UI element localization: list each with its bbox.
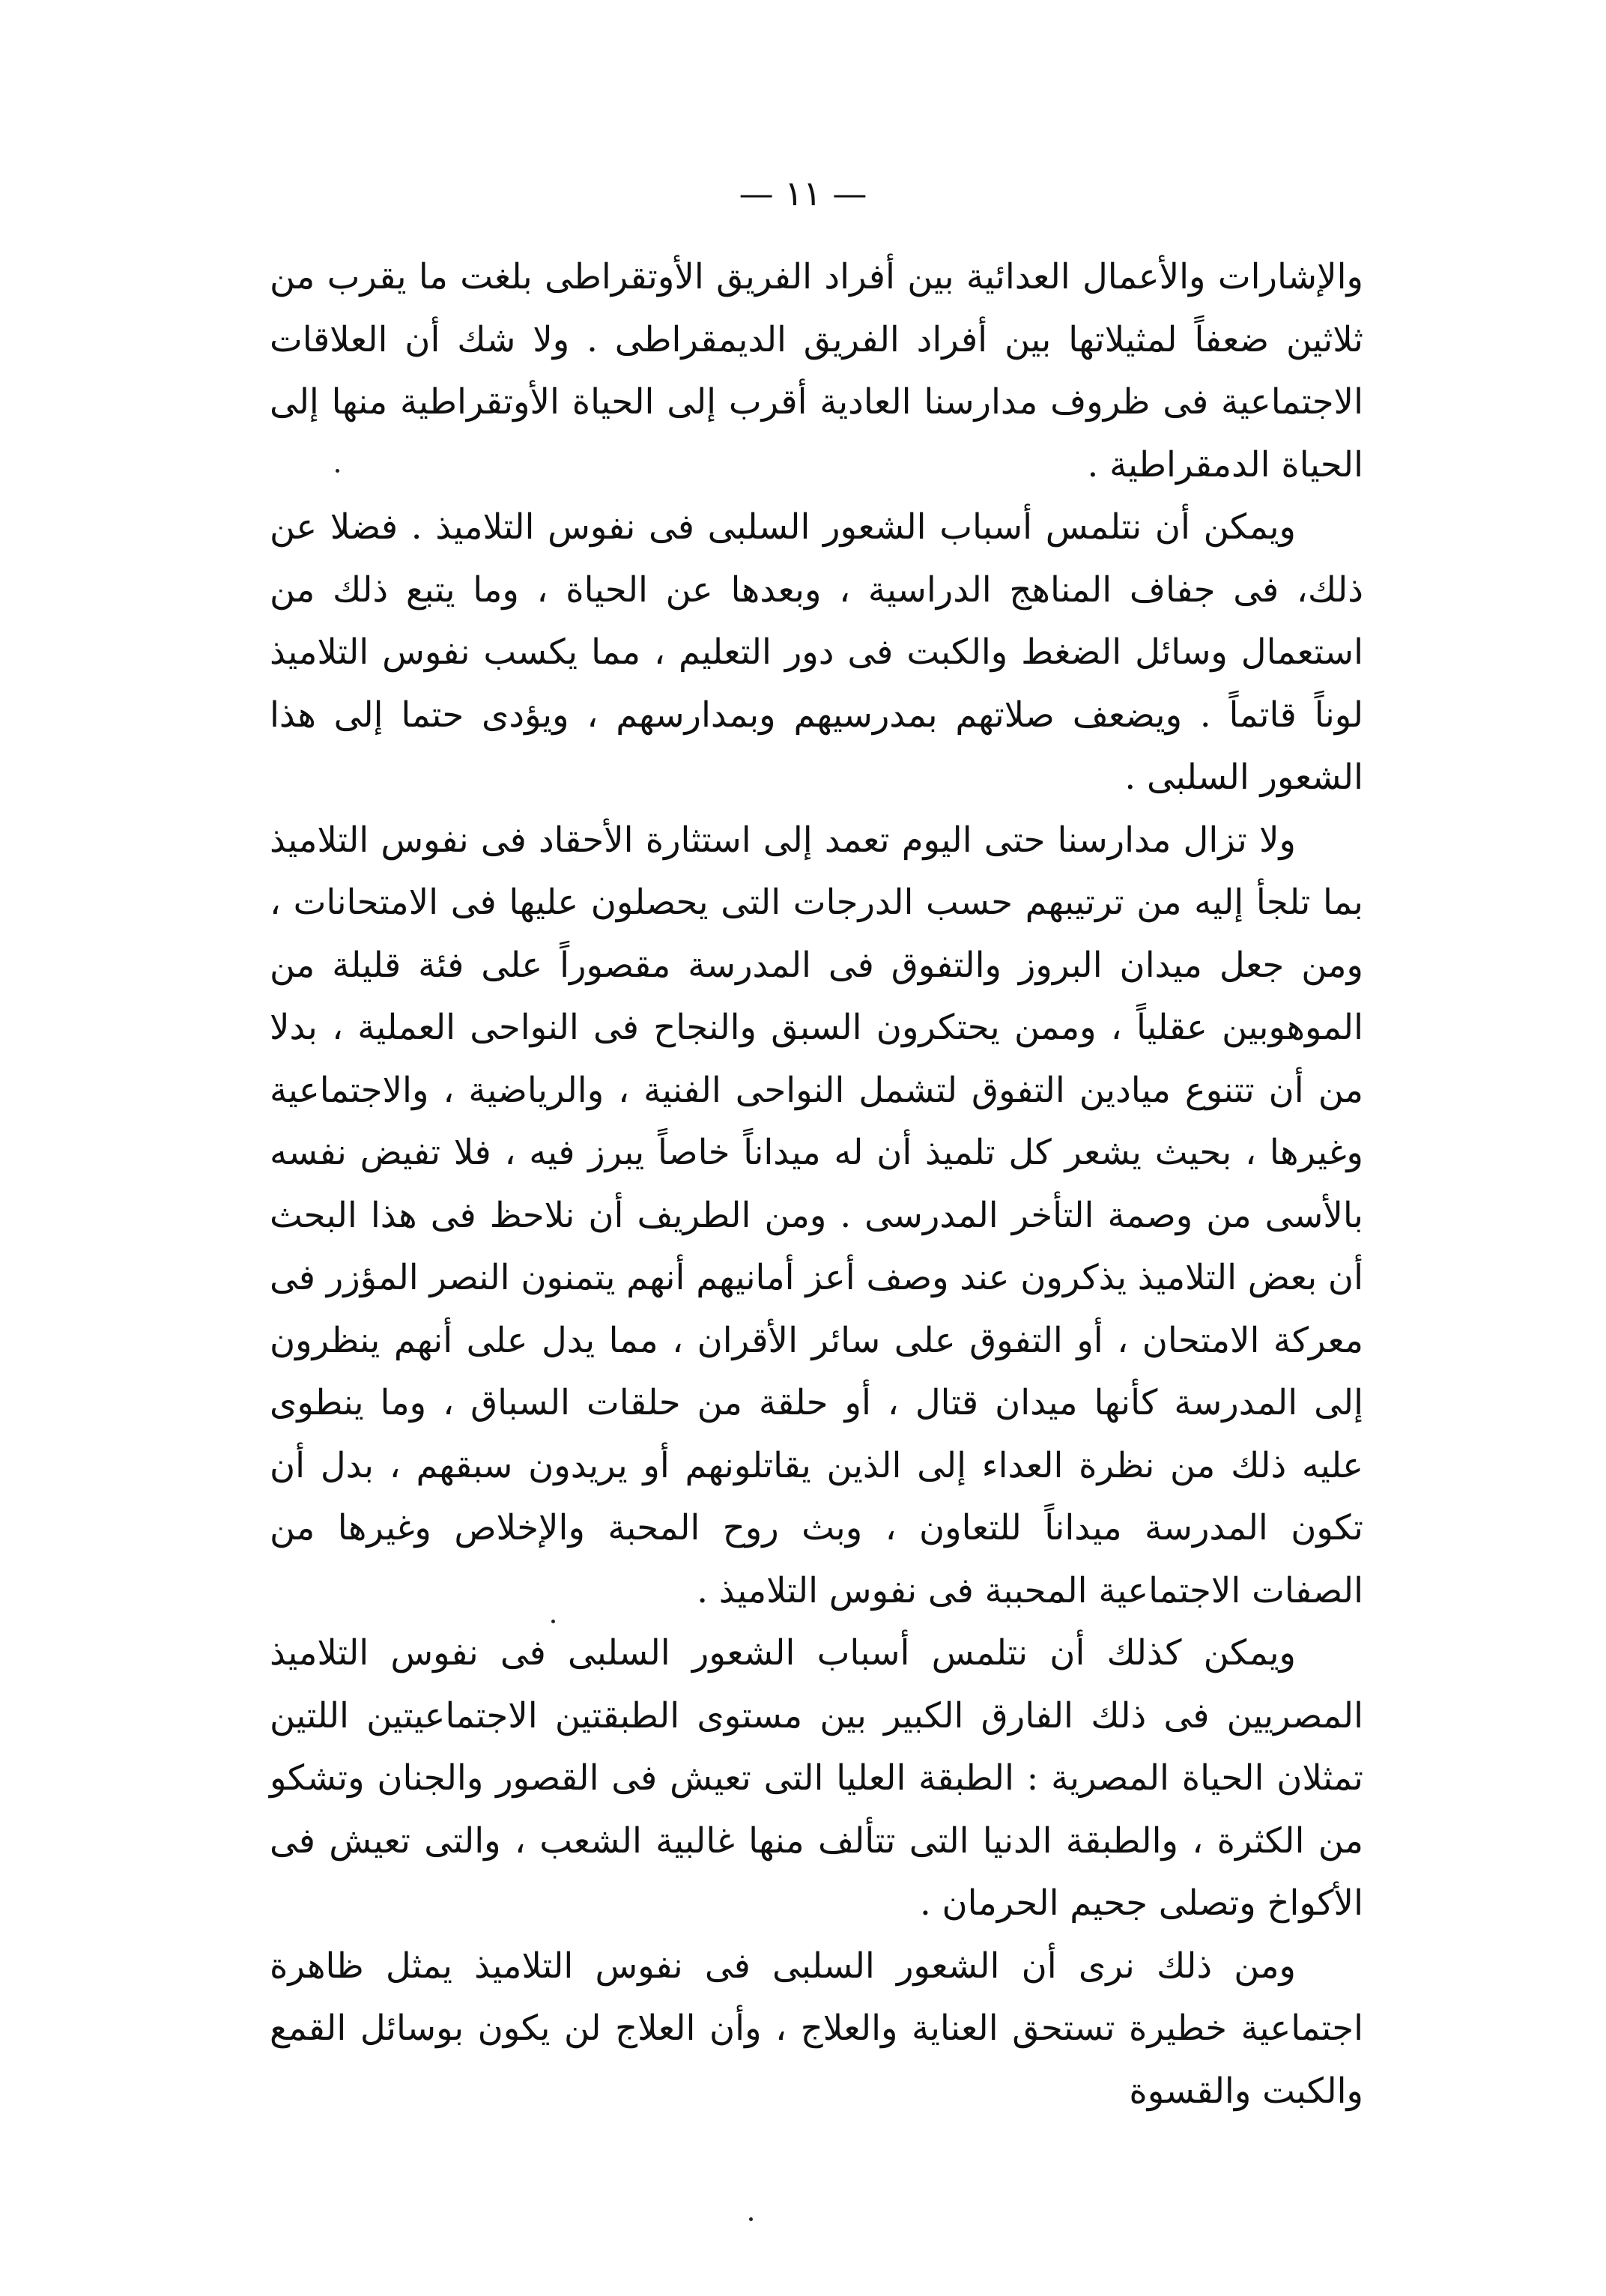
- paragraph-4: ويمكن كذلك أن نتلمس أسباب الشعور السلبى فى نفوس التلاميذ المصريين فى ذلك الفارق الكبير بين مستوى الطبقتين الاجتماعيتين اللتين تمثلان الحياة المصرية : الطبقة العليا التى تعيش فى القصور والجنان وتشكو من الكثرة ، والطبقة الدنيا التى تتألف منها غالبية الشعب ، والتى تعيش فى الأكواخ وتصلى جحيم الحرمان .: [270, 1632, 1363, 1923]
- page-number: — ١١ —: [739, 173, 867, 213]
- scan-speck: [336, 469, 339, 473]
- paragraph-5: ومن ذلك نرى أن الشعور السلبى فى نفوس التلاميذ يمثل ظاهرة اجتماعية خطيرة تستحق العناية والعلاج ، وأن العلاج لن يكون بوسائل القمع والكبت والقسوة: [270, 1945, 1363, 2111]
- paragraph-1: والإشارات والأعمال العدائية بين أفراد الفريق الأوتقراطى بلغت ما يقرب من ثلاثين ضعفاً لمثيلاتها بين أفراد الفريق الديمقراطى . ولا شك أن العلاقات الاجتماعية فى ظروف مدارسنا العادية أقرب إلى الحياة الأوتقراطية منها إلى الحياة الدمقراطية .: [270, 256, 1364, 485]
- paragraph-2: ويمكن أن نتلمس أسباب الشعور السلبى فى نفوس التلاميذ . فضلا عن ذلك، فى جفاف المناهج الدراسية ، وبعدها عن الحياة ، وما يتبع ذلك من استعمال وسائل الضغط والكبت فى دور التعليم ، مما يكسب نفوس التلاميذ لوناً قاتماً . ويضعف صلاتهم بمدرسيهم وبمدارسهم ، ويؤدى حتما إلى هذا الشعور السلبى .: [270, 506, 1363, 797]
- scan-speck: [749, 2217, 753, 2221]
- paragraph-3: ولا تزال مدارسنا حتى اليوم تعمد إلى استثارة الأحقاد فى نفوس التلاميذ بما تلجأ إليه من ترتيبهم حسب الدرجات التى يحصلون عليها فى الامتحانات ، ومن جعل ميدان البروز والتفوق فى المدرسة مقصوراً على فئة قليلة من الموهوبين عقلياً ، وممن يحتكرون السبق والنجاح فى النواحى العملية ، بدلا من أن تتنوع ميادين التفوق لتشمل النواحى الفنية ، والرياضية ، والاجتماعية وغيرها ، بحيث يشعر كل تلميذ أن له ميداناً خاصاً يبرز فيه ، فلا تفيض نفسه بالأسى من وصمة التأخر المدرسى . ومن الطريف أن نلاحظ فى هذا البحث أن بعض التلاميذ يذكرون عند وصف أعز أمانيهم أنهم يتمنون النصر المؤزر فى معركة الامتحان ، أو التفوق على سائر الأقران ، مما يدل على أنهم ينظرون إلى المدرسة كأنها ميدان قتال ، أو حلقة من حلقات السباق ، وما ينطوى عليه ذلك من نظرة العداء إلى الذين يقاتلونهم أو يريدون سبقهم ، بدل أن تكون المدرسة ميداناً للتعاون ، وبث روح المحبة والإخلاص وغيرها من الصفات الاجتماعية المحببة فى نفوس التلاميذ .: [270, 819, 1363, 1611]
- scan-speck: [551, 1620, 555, 1623]
- body-text: [270, 246, 1363, 2122]
